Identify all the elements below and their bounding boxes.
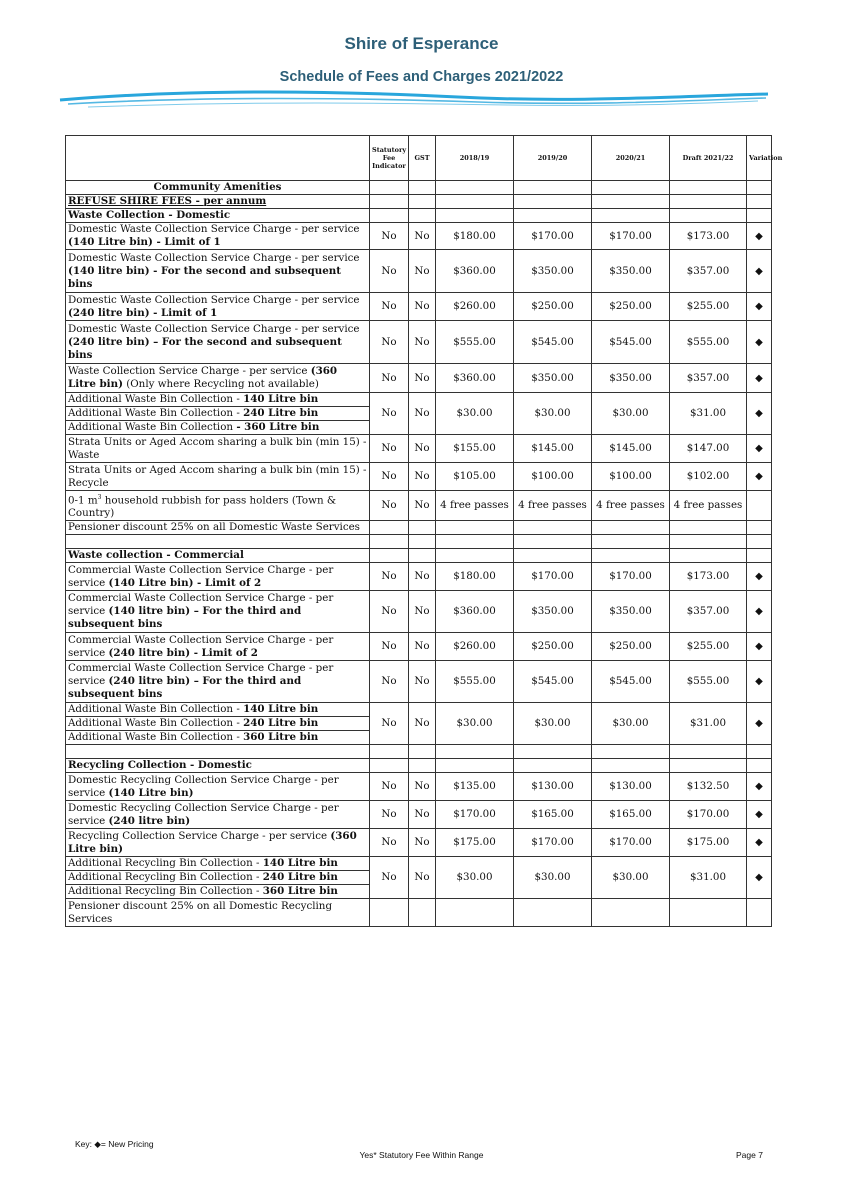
new-pricing-icon: ◆: [747, 801, 772, 829]
statutory-cell: No: [370, 364, 409, 393]
table-row: [66, 633, 772, 661]
statutory-cell: No: [370, 773, 409, 801]
gst-cell: No: [409, 223, 436, 250]
section-row: [66, 195, 772, 209]
gst-cell: No: [409, 801, 436, 829]
fee-2021-cell: $357.00: [670, 250, 747, 293]
statutory-cell: No: [370, 857, 409, 899]
row-description: Waste Collection Service Charge - per service (360 Litre bin) (Only where Recycling not available): [66, 364, 370, 393]
document-subtitle: Schedule of Fees and Charges 2021/2022: [279, 69, 564, 85]
fee-2020-cell: $545.00: [592, 661, 670, 703]
fee-2019-cell: $170.00: [514, 223, 592, 250]
table-row: [66, 364, 772, 393]
new-pricing-icon: ◆: [747, 321, 772, 364]
statutory-cell: No: [370, 223, 409, 250]
fees-table: [65, 135, 783, 927]
statutory-cell: No: [370, 435, 409, 463]
section-row: [66, 549, 772, 563]
statutory-cell: No: [370, 661, 409, 703]
fee-2021-cell: $255.00: [670, 293, 747, 321]
fee-2018-cell: $180.00: [436, 563, 514, 591]
fee-2019-cell: $545.00: [514, 661, 592, 703]
fee-2020-cell: 4 free passes: [592, 491, 670, 521]
row-description: Domestic Waste Collection Service Charge - per service (240 litre bin) - Limit of 1: [66, 293, 370, 321]
section-row: [66, 181, 772, 195]
page-number: Page 7: [736, 1150, 763, 1160]
row-description: Pensioner discount 25% on all Domestic Waste Services: [66, 521, 370, 535]
fee-2020-cell: $30.00: [592, 703, 670, 745]
row-description: Additional Waste Bin Collection - 240 Litre bin: [66, 407, 370, 421]
row-description: Strata Units or Aged Accom sharing a bulk bin (min 15) - Recycle: [66, 463, 370, 491]
section-refuse: REFUSE SHIRE FEES - per annum: [66, 195, 370, 209]
row-description: Additional Waste Bin Collection - 360 Litre bin: [66, 731, 370, 745]
decorative-swoosh: [58, 88, 770, 110]
table-row: [66, 393, 772, 407]
table-row: [66, 801, 772, 829]
section-recycling-domestic: Recycling Collection - Domestic: [66, 759, 370, 773]
fee-2018-cell: 4 free passes: [436, 491, 514, 521]
row-description: Strata Units or Aged Accom sharing a bulk bin (min 15) - Waste: [66, 435, 370, 463]
row-description: Domestic Recycling Collection Service Charge - per service (140 Litre bin): [66, 773, 370, 801]
row-description: Additional Waste Bin Collection - 140 Litre bin: [66, 703, 370, 717]
fee-2018-cell: $105.00: [436, 463, 514, 491]
fee-2019-cell: $350.00: [514, 591, 592, 633]
table-row: [66, 857, 772, 871]
fee-2021-cell: $555.00: [670, 661, 747, 703]
row-description: Additional Waste Bin Collection - 240 Litre bin: [66, 717, 370, 731]
new-pricing-icon: ◆: [747, 661, 772, 703]
new-pricing-icon: ◆: [747, 829, 772, 857]
fee-2021-cell: $357.00: [670, 591, 747, 633]
fee-2020-cell: $130.00: [592, 773, 670, 801]
statutory-cell: No: [370, 801, 409, 829]
fee-2019-cell: $350.00: [514, 250, 592, 293]
header-2018: 2018/19: [436, 136, 514, 181]
fee-2020-cell: $350.00: [592, 591, 670, 633]
new-pricing-icon: ◆: [747, 773, 772, 801]
fee-2019-cell: $350.00: [514, 364, 592, 393]
spacer-row: [66, 535, 772, 549]
gst-cell: No: [409, 563, 436, 591]
fee-2019-cell: $30.00: [514, 393, 592, 435]
fee-2019-cell: $250.00: [514, 293, 592, 321]
new-pricing-icon: ◆: [747, 633, 772, 661]
fee-2021-cell: $147.00: [670, 435, 747, 463]
fee-2019-cell: $250.00: [514, 633, 592, 661]
header-gst: GST: [409, 136, 436, 181]
fee-2020-cell: $100.00: [592, 463, 670, 491]
fee-2019-cell: $30.00: [514, 703, 592, 745]
header-statutory: Statutory Fee Indicator: [370, 136, 409, 181]
gst-cell: No: [409, 857, 436, 899]
new-pricing-icon: ◆: [747, 250, 772, 293]
row-description: Domestic Recycling Collection Service Charge - per service (240 litre bin): [66, 801, 370, 829]
row-description: 0-1 $m^3$ household rubbish for pass holders (Town & Country): [66, 491, 370, 521]
fee-2020-cell: $545.00: [592, 321, 670, 364]
fee-2021-cell: $175.00: [670, 829, 747, 857]
new-pricing-icon: ◆: [747, 703, 772, 745]
fee-2018-cell: $555.00: [436, 661, 514, 703]
fee-2021-cell: $170.00: [670, 801, 747, 829]
footer-note: Yes* Statutory Fee Within Range: [359, 1150, 484, 1160]
gst-cell: No: [409, 773, 436, 801]
new-pricing-icon: ◆: [747, 393, 772, 435]
fee-2019-cell: $30.00: [514, 857, 592, 899]
new-pricing-icon: ◆: [747, 364, 772, 393]
row-description: Additional Waste Bin Collection - 360 Litre bin: [66, 421, 370, 435]
fee-2020-cell: $145.00: [592, 435, 670, 463]
gst-cell: No: [409, 463, 436, 491]
fee-2018-cell: $30.00: [436, 703, 514, 745]
fee-2019-cell: $145.00: [514, 435, 592, 463]
fee-2020-cell: $170.00: [592, 223, 670, 250]
statutory-cell: No: [370, 250, 409, 293]
table-row: [66, 491, 772, 521]
section-waste-domestic: Waste Collection - Domestic: [66, 209, 370, 223]
new-pricing-icon: ◆: [747, 223, 772, 250]
gst-cell: No: [409, 321, 436, 364]
gst-cell: No: [409, 435, 436, 463]
new-pricing-icon: ◆: [747, 563, 772, 591]
fee-2021-cell: $357.00: [670, 364, 747, 393]
section-row: [66, 209, 772, 223]
fee-2021-cell: $555.00: [670, 321, 747, 364]
table-row: [66, 591, 772, 633]
fee-2020-cell: $250.00: [592, 633, 670, 661]
fee-2020-cell: $170.00: [592, 829, 670, 857]
fee-2018-cell: $30.00: [436, 857, 514, 899]
header-description: [66, 136, 370, 181]
statutory-cell: No: [370, 393, 409, 435]
fee-2018-cell: $30.00: [436, 393, 514, 435]
table-row: [66, 293, 772, 321]
row-description: Additional Recycling Bin Collection - 140 Litre bin: [66, 857, 370, 871]
gst-cell: No: [409, 661, 436, 703]
fee-2018-cell: $135.00: [436, 773, 514, 801]
fee-2021-cell: $255.00: [670, 633, 747, 661]
fee-2021-cell: $173.00: [670, 563, 747, 591]
table-row: [66, 703, 772, 717]
fee-2018-cell: $260.00: [436, 633, 514, 661]
fee-2019-cell: $170.00: [514, 563, 592, 591]
statutory-cell: No: [370, 703, 409, 745]
fee-2021-cell: $102.00: [670, 463, 747, 491]
table-row: [66, 250, 772, 293]
gst-cell: No: [409, 293, 436, 321]
statutory-cell: No: [370, 463, 409, 491]
fee-2020-cell: $165.00: [592, 801, 670, 829]
statutory-cell: No: [370, 293, 409, 321]
new-pricing-icon: ◆: [747, 591, 772, 633]
fee-2021-cell: $31.00: [670, 703, 747, 745]
fee-2018-cell: $555.00: [436, 321, 514, 364]
header-2021: Draft 2021/22: [670, 136, 747, 181]
fee-2018-cell: $155.00: [436, 435, 514, 463]
row-description: Additional Recycling Bin Collection - 240 Litre bin: [66, 871, 370, 885]
fee-2018-cell: $360.00: [436, 591, 514, 633]
header-variation: Variation: [747, 136, 772, 181]
table-row: [66, 829, 772, 857]
table-row: [66, 661, 772, 703]
section-row: [66, 759, 772, 773]
row-description: Additional Waste Bin Collection - 140 Litre bin: [66, 393, 370, 407]
section-waste-commercial: Waste collection - Commercial: [66, 549, 370, 563]
gst-cell: No: [409, 364, 436, 393]
header-2020: 2020/21: [592, 136, 670, 181]
new-pricing-icon: ◆: [747, 857, 772, 899]
new-pricing-icon: ◆: [747, 463, 772, 491]
row-description: Recycling Collection Service Charge - per service (360 Litre bin): [66, 829, 370, 857]
fee-2018-cell: $180.00: [436, 223, 514, 250]
gst-cell: No: [409, 491, 436, 521]
spacer-row: [66, 745, 772, 759]
fee-2019-cell: $165.00: [514, 801, 592, 829]
fee-2019-cell: $100.00: [514, 463, 592, 491]
row-description: Commercial Waste Collection Service Charge - per service (240 litre bin) – For the third and subsequent bins: [66, 661, 370, 703]
gst-cell: No: [409, 829, 436, 857]
table-row: [66, 223, 772, 250]
document-title: Shire of Esperance: [344, 34, 499, 53]
table-header-row: [66, 136, 772, 181]
statutory-cell: No: [370, 491, 409, 521]
table-row: [66, 463, 772, 491]
fee-2020-cell: $350.00: [592, 250, 670, 293]
statutory-cell: No: [370, 321, 409, 364]
table-row: [66, 321, 772, 364]
statutory-cell: No: [370, 633, 409, 661]
fee-2019-cell: $130.00: [514, 773, 592, 801]
fee-2018-cell: $170.00: [436, 801, 514, 829]
fee-2020-cell: $250.00: [592, 293, 670, 321]
row-description: Domestic Waste Collection Service Charge - per service (140 litre bin) - For the second and subsequent bins: [66, 250, 370, 293]
fee-2019-cell: 4 free passes: [514, 491, 592, 521]
fee-2021-cell: $132.50: [670, 773, 747, 801]
table-row: [66, 899, 772, 927]
fee-2021-cell: $31.00: [670, 393, 747, 435]
statutory-cell: No: [370, 563, 409, 591]
new-pricing-icon: ◆: [747, 293, 772, 321]
header-2019: 2019/20: [514, 136, 592, 181]
gst-cell: No: [409, 703, 436, 745]
row-description: Commercial Waste Collection Service Charge - per service (240 litre bin) - Limit of 2: [66, 633, 370, 661]
fee-2018-cell: $360.00: [436, 250, 514, 293]
gst-cell: No: [409, 250, 436, 293]
fee-2019-cell: $545.00: [514, 321, 592, 364]
row-description: Domestic Waste Collection Service Charge - per service (240 litre bin) – For the second and subsequent bins: [66, 321, 370, 364]
footer-key: Key: ◆= New Pricing: [75, 1139, 154, 1149]
fee-2020-cell: $170.00: [592, 563, 670, 591]
fee-2018-cell: $360.00: [436, 364, 514, 393]
fee-2019-cell: $170.00: [514, 829, 592, 857]
row-description: Commercial Waste Collection Service Charge - per service (140 Litre bin) - Limit of 2: [66, 563, 370, 591]
table-row: [66, 773, 772, 801]
fee-2021-cell: 4 free passes: [670, 491, 747, 521]
statutory-cell: No: [370, 829, 409, 857]
statutory-cell: No: [370, 591, 409, 633]
row-description: Commercial Waste Collection Service Charge - per service (140 litre bin) – For the third and subsequent bins: [66, 591, 370, 633]
fee-2021-cell: $31.00: [670, 857, 747, 899]
row-description: Domestic Waste Collection Service Charge - per service (140 Litre bin) - Limit of 1: [66, 223, 370, 250]
row-description: Pensioner discount 25% on all Domestic Recycling Services: [66, 899, 370, 927]
fee-2020-cell: $30.00: [592, 857, 670, 899]
gst-cell: No: [409, 393, 436, 435]
gst-cell: No: [409, 591, 436, 633]
table-row: [66, 521, 772, 535]
new-pricing-icon: ◆: [747, 435, 772, 463]
fee-2020-cell: $350.00: [592, 364, 670, 393]
fee-2021-cell: $173.00: [670, 223, 747, 250]
fee-2020-cell: $30.00: [592, 393, 670, 435]
fee-2018-cell: $260.00: [436, 293, 514, 321]
section-community: Community Amenities: [66, 181, 370, 195]
row-description: Additional Recycling Bin Collection - 360 Litre bin: [66, 885, 370, 899]
gst-cell: No: [409, 633, 436, 661]
table-row: [66, 563, 772, 591]
variation-cell: [747, 491, 772, 521]
fee-2018-cell: $175.00: [436, 829, 514, 857]
table-row: [66, 435, 772, 463]
